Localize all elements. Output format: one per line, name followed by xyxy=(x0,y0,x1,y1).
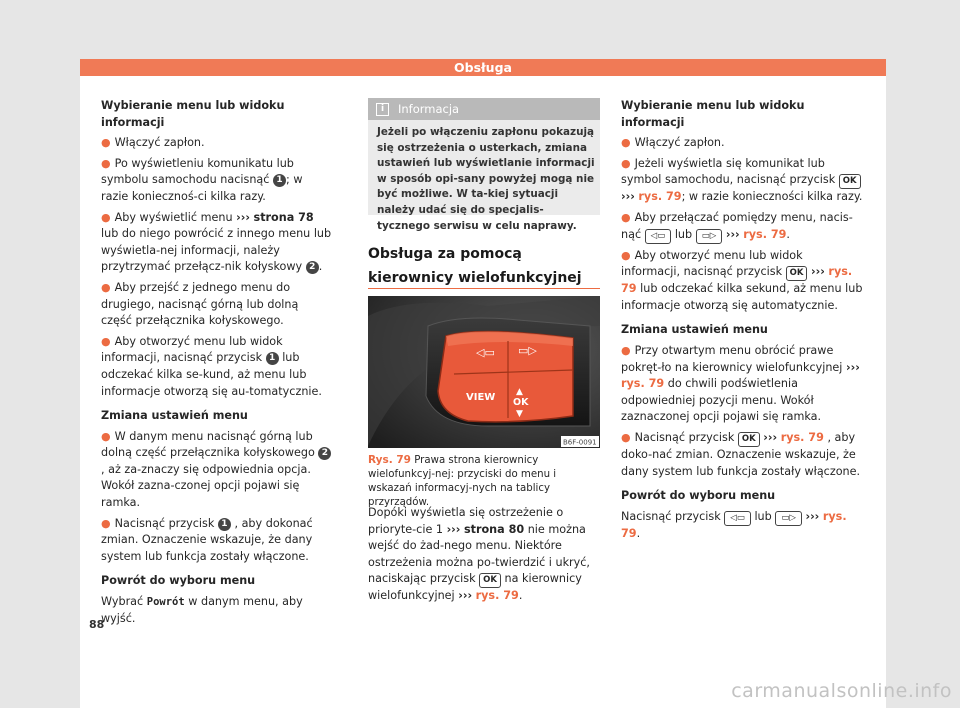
prev-menu-icon: ◁▭ xyxy=(476,346,495,359)
list-item: ● W danym menu nacisnąć górną lub dolną część przełącznika kołyskowego 2, aż za-znaczy się odpowiednia opcja. Wokół zazna-czonej opcji pojawi się ramka. xyxy=(101,429,332,512)
bullet-icon: ● xyxy=(621,136,631,150)
view-button-label: VIEW xyxy=(466,392,496,403)
info-box-title: Informacja xyxy=(398,102,460,116)
list-item: ● Aby otworzyć menu lub widok informacji, nacisnąć przycisk OK ››› rys. 79 lub odczekać kilka sekund, aż menu lub informacje otworzą się automatycznie. xyxy=(621,248,863,312)
heading-select-menu: Wybieranie menu lub widoku informacji xyxy=(101,99,285,129)
list-item: ● Aby otworzyć menu lub widok informacji, nacisnąć przycisk 1 lub odczekać kilka se-kund, aż menu lub informacje otworzą się au-tomatycznie. xyxy=(101,334,322,398)
list-item: ● Aby przejść z jednego menu do drugiego, nacisnąć górną lub dolną część przełącznika kołyskowego. xyxy=(101,280,299,328)
list-item: ● Aby przełączać pomiędzy menu, nacis-nąć ◁▭ lub ▭▷ ››› rys. 79. xyxy=(621,210,864,244)
next-key-icon: ▭▷ xyxy=(775,511,802,526)
callout-number: 1 xyxy=(266,352,279,365)
ok-up-arrow-icon: ▲ xyxy=(516,387,523,397)
figure-reference-link[interactable]: rys. 79 xyxy=(475,589,519,603)
cross-ref-arrows: ››› xyxy=(725,227,740,241)
prev-key-icon: ◁▭ xyxy=(724,511,751,526)
heading-change-settings: Zmiana ustawień menu xyxy=(621,323,768,337)
next-key-icon: ▭▷ xyxy=(696,229,723,244)
cross-ref-arrows: ››› xyxy=(845,360,860,374)
cross-ref-arrows: ››› xyxy=(458,589,473,603)
heading-return: Powrót do wyboru menu xyxy=(101,574,256,588)
info-icon: i xyxy=(376,103,389,116)
cross-ref-arrows: ››› xyxy=(621,190,635,204)
bullet-icon: ● xyxy=(101,156,111,170)
steering-wheel-figure xyxy=(368,296,600,448)
info-box xyxy=(368,98,600,232)
bullet-icon: ● xyxy=(621,430,631,444)
steering-wheel-illustration xyxy=(368,296,600,448)
ok-key-icon: OK xyxy=(839,174,861,189)
ok-key-icon: OK xyxy=(738,432,760,447)
cross-ref-arrows: ››› xyxy=(763,430,778,444)
bullet-icon: ● xyxy=(621,210,631,224)
page-reference-link[interactable]: strona 80 xyxy=(463,522,525,536)
bullet-icon: ● xyxy=(101,280,111,294)
bullet-icon: ● xyxy=(101,334,111,348)
list-item: ● Włączyć zapłon. xyxy=(101,136,205,150)
figure-number: Rys. 79 xyxy=(368,454,411,466)
next-menu-icon: ▭▷ xyxy=(518,344,537,357)
heading-return: Powrót do wyboru menu xyxy=(621,489,776,503)
figure-reference-link[interactable]: rys. 79 xyxy=(638,190,682,204)
list-item: ● Nacisnąć przycisk 1 , aby dokonać zmian. Oznaczenie wskazuje, że dany system lub funkcja zostały włączone. xyxy=(101,516,313,563)
column-left xyxy=(101,98,332,631)
bullet-icon: ● xyxy=(101,136,111,150)
figure-caption: Rys. 79 Prawa strona kierownicy wielofunkcyj-nej: przyciski do menu i wskazań informacyj-nych na tablicy przyrządów. xyxy=(368,454,557,508)
prev-key-icon: ◁▭ xyxy=(645,229,672,244)
figure-reference-link[interactable]: rys. 79 xyxy=(621,265,853,296)
figure-code: B6F-0091 xyxy=(563,438,597,447)
paragraph-priority-warning: Dopóki wyświetla się ostrzeżenie o prioryte-cie 1 ››› strona 80 nie można wejść do żad-nego menu. Niektóre ostrzeżenia można po-twierdzić i ukryć, naciskając przycisk OK na kierownicy wielofunkcyjnej ››› rys. 79. xyxy=(368,506,590,603)
heading-select-menu: Wybieranie menu lub widoku informacji xyxy=(621,99,805,129)
column-right xyxy=(621,98,864,546)
cross-ref-arrows: ››› xyxy=(805,509,820,523)
callout-number: 2 xyxy=(306,261,319,274)
callout-number: 2 xyxy=(318,447,331,460)
header-title: Obsługa xyxy=(454,60,512,75)
bullet-icon: ● xyxy=(101,516,111,530)
paragraph: Nacisnąć przycisk ◁▭ lub ▭▷ ››› rys. 79. xyxy=(621,509,847,540)
page-number: 88 xyxy=(89,618,105,631)
heading-change-settings: Zmiana ustawień menu xyxy=(101,409,248,423)
watermark: carmanualsonline.info xyxy=(731,680,952,702)
ok-key-icon: OK xyxy=(479,573,501,588)
list-item: ● Jeżeli wyświetla się komunikat lub symbol samochodu, nacisnąć przycisk OK ››› rys. 79; w razie konieczności kilka razy. xyxy=(621,156,863,204)
section-title: Obsługa za pomocą kierownicy wielofunkcyjnej xyxy=(368,246,582,286)
cross-ref-arrows: ››› xyxy=(236,210,250,224)
page-header xyxy=(80,59,886,76)
figure-reference-link[interactable]: rys. 79 xyxy=(743,227,787,241)
bullet-icon: ● xyxy=(621,343,631,357)
menu-item-name: Powrót xyxy=(146,596,185,609)
bullet-icon: ● xyxy=(621,156,631,170)
list-item: ● Aby wyświetlić menu ››› strona 78 lub do niego powrócić z innego menu lub wyświetla-nej informacji, należy przytrzymać przełącz-nik kołyskowy 2 . xyxy=(101,210,332,274)
ok-down-arrow-icon: ▼ xyxy=(516,409,523,419)
list-item: ● Po wyświetleniu komunikatu lub symbolu samochodu nacisnąć 1 ; w razie koniecznoś-ci kilka razy. xyxy=(101,156,303,203)
callout-number: 1 xyxy=(218,518,231,531)
cross-ref-arrows: ››› xyxy=(811,265,825,279)
figure-reference-link[interactable]: rys. 79 xyxy=(621,509,847,540)
page-reference-link[interactable]: strona 78 xyxy=(253,210,314,224)
section-divider xyxy=(368,288,600,289)
list-item: ● Włączyć zapłon. xyxy=(621,136,725,150)
bullet-icon: ● xyxy=(101,210,111,224)
bullet-icon: ● xyxy=(101,429,111,443)
ok-button-label: OK xyxy=(513,397,529,408)
figure-reference-link[interactable]: rys. 79 xyxy=(621,377,665,391)
list-item: ● Nacisnąć przycisk OK ››› rys. 79 , aby doko-nać zmian. Oznaczenie wskazuje, że dany system lub funkcja zostały włączone. xyxy=(621,430,861,478)
ok-key-icon: OK xyxy=(786,266,808,281)
list-item: ● Przy otwartym menu obrócić prawe pokręt-ło na kierownicy wielofunkcyjnej ››› rys. 79 do chwili podświetlenia odpowiedniej pozycji menu. Wokół zaznaczonej opcji pojawi się ramka. xyxy=(621,343,860,424)
info-box-header xyxy=(368,98,600,120)
info-box-text: Jeżeli po włączeniu zapłonu pokazują się ostrzeżenia o usterkach, zmiana ustawień lub wyświetlanie informacji w sposób opi-sany powyżej mogą nie być możliwe. W ta-kiej sytuacji należy udać się do specjalis-tycznego serwisu w celu naprawy. xyxy=(377,126,595,232)
bullet-icon: ● xyxy=(621,248,631,262)
figure-reference-link[interactable]: rys. 79 xyxy=(780,430,824,444)
cross-ref-arrows: ››› xyxy=(446,522,461,536)
callout-number: 1 xyxy=(273,174,286,187)
paragraph: Wybrać Powrót w danym menu, aby wyjść. xyxy=(101,595,303,625)
